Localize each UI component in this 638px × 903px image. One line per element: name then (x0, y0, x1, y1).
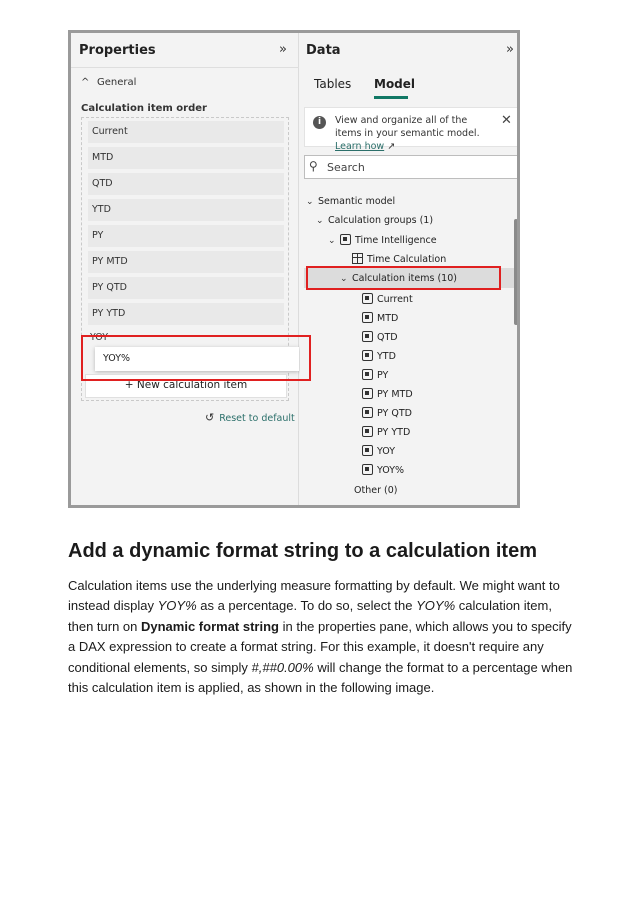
order-item[interactable]: YTD (88, 199, 284, 221)
tree-calc-item[interactable] (362, 388, 413, 400)
close-icon[interactable]: ✕ (501, 113, 512, 128)
undo-icon: ↺ (205, 411, 215, 424)
tree-label: Current (377, 294, 413, 305)
scrollbar[interactable] (514, 219, 518, 325)
body-paragraph (68, 576, 578, 698)
collapse-data-icon[interactable]: » (506, 42, 514, 57)
info-icon: i (313, 116, 326, 129)
tree-calc-item[interactable] (362, 293, 413, 305)
new-calculation-item-button[interactable]: + New calculation item (85, 374, 287, 398)
tree-label: PY YTD (377, 427, 411, 438)
collapse-properties-icon[interactable]: » (279, 42, 287, 57)
search-placeholder: Search (327, 161, 365, 174)
order-item-dropped[interactable]: YOY (90, 332, 109, 343)
external-link-icon: ↗ (384, 141, 396, 152)
calculation-item-icon (362, 331, 373, 342)
text-run: as a percentage. To do so, select the (196, 598, 417, 614)
tree-label: Semantic model (318, 196, 396, 207)
order-item[interactable]: MTD (88, 147, 284, 169)
properties-pane (71, 33, 299, 505)
text-run: Calculation items use the underlying measure formatting by default. We might want to instead display (68, 578, 560, 614)
italic-text: YOY% (157, 598, 197, 614)
column-icon (352, 253, 363, 264)
tree-node-time-intelligence[interactable] (328, 234, 437, 246)
tree-calc-item[interactable] (362, 445, 395, 457)
tree-label: Time Calculation (367, 254, 447, 265)
info-message: View and organize all of the items in your semantic model. (335, 115, 480, 139)
tree-calc-item[interactable] (362, 350, 396, 362)
tree-label: Calculation groups (1) (328, 215, 434, 226)
reset-label: Reset to default (219, 413, 295, 424)
text-run: will change the format to a percentage when this calculation item is applied, as shown in the following image. (68, 659, 573, 696)
text-run: in the properties pane, which allows you to specify a DAX expression to create a format string. For this example, it doesn't require any conditional elements, so simply (68, 618, 572, 675)
learn-how-link[interactable]: Learn how (335, 141, 385, 152)
order-item[interactable]: PY YTD (88, 303, 284, 325)
section-heading: Add a dynamic format string to a calculation item (68, 540, 537, 562)
info-text (335, 114, 495, 153)
calculation-item-icon (362, 350, 373, 361)
calculation-item-order-label: Calculation item order (81, 103, 207, 114)
tab-model[interactable]: Model (374, 77, 416, 91)
active-tab-indicator (374, 96, 408, 99)
text-run: calculation item, then turn on (68, 598, 552, 634)
tree-label: Other (0) (354, 485, 398, 496)
tree-node-calculation-groups[interactable] (316, 215, 433, 226)
calculation-item-icon (362, 464, 373, 475)
tree-node-time-calculation[interactable] (352, 253, 446, 265)
screenshot (68, 30, 520, 508)
order-item[interactable]: QTD (88, 173, 284, 195)
tree-label: YOY% (377, 465, 405, 476)
tree-label: PY QTD (377, 408, 412, 419)
calculation-item-icon (362, 293, 373, 304)
chevron-down-icon: ⌄ (340, 274, 348, 284)
tree-node-other[interactable] (354, 485, 397, 496)
tree-calc-item[interactable] (362, 312, 398, 324)
tree-label: PY (377, 370, 389, 381)
calculation-item-icon (362, 312, 373, 323)
dragged-order-item[interactable]: YOY% (95, 347, 299, 371)
search-input[interactable] (304, 155, 520, 179)
divider (71, 67, 299, 68)
tree-calc-item[interactable] (362, 407, 412, 419)
chevron-down-icon: ⌄ (316, 216, 324, 226)
tree-label: YOY (377, 446, 396, 457)
tree-calc-item[interactable] (362, 426, 410, 438)
tree-label: YTD (377, 351, 396, 362)
bold-text: Dynamic format string (141, 618, 279, 634)
tree-node-semantic-model[interactable] (306, 196, 395, 207)
general-section-toggle[interactable] (81, 77, 136, 88)
properties-title: Properties (79, 43, 156, 58)
tree-label: Calculation items (10) (352, 273, 457, 284)
calculation-item-icon (362, 445, 373, 456)
italic-text: #,##0.00% (251, 659, 314, 675)
tree-label: PY MTD (377, 389, 413, 400)
tree-label: QTD (377, 332, 398, 343)
general-section-label: General (97, 77, 137, 88)
order-item[interactable]: PY (88, 225, 284, 247)
data-title: Data (306, 43, 341, 58)
reset-to-default-link[interactable] (205, 411, 295, 424)
chevron-down-icon: ⌄ (306, 197, 314, 207)
order-item[interactable]: PY QTD (88, 277, 284, 299)
tree-label: MTD (377, 313, 399, 324)
calculation-item-icon (362, 426, 373, 437)
tree-calc-item[interactable] (362, 331, 398, 343)
calculation-item-icon (362, 369, 373, 380)
highlight-box-dragged-item (81, 335, 311, 381)
tab-tables[interactable]: Tables (314, 77, 352, 91)
tree-calc-item[interactable] (362, 464, 404, 476)
calculation-group-icon (340, 234, 351, 245)
info-banner (304, 107, 520, 152)
italic-text: YOY% (416, 598, 456, 614)
order-item[interactable]: Current (88, 121, 284, 143)
tree-calc-item[interactable] (362, 369, 388, 381)
tree-label: Time Intelligence (355, 235, 437, 246)
chevron-down-icon: ⌄ (328, 236, 336, 246)
order-item[interactable]: PY MTD (88, 251, 284, 273)
highlight-box-calculation-items (306, 266, 501, 290)
chevron-up-icon: ^ (81, 77, 90, 88)
calculation-item-icon (362, 407, 373, 418)
search-icon: ⚲ (309, 159, 318, 173)
calculation-item-icon (362, 388, 373, 399)
